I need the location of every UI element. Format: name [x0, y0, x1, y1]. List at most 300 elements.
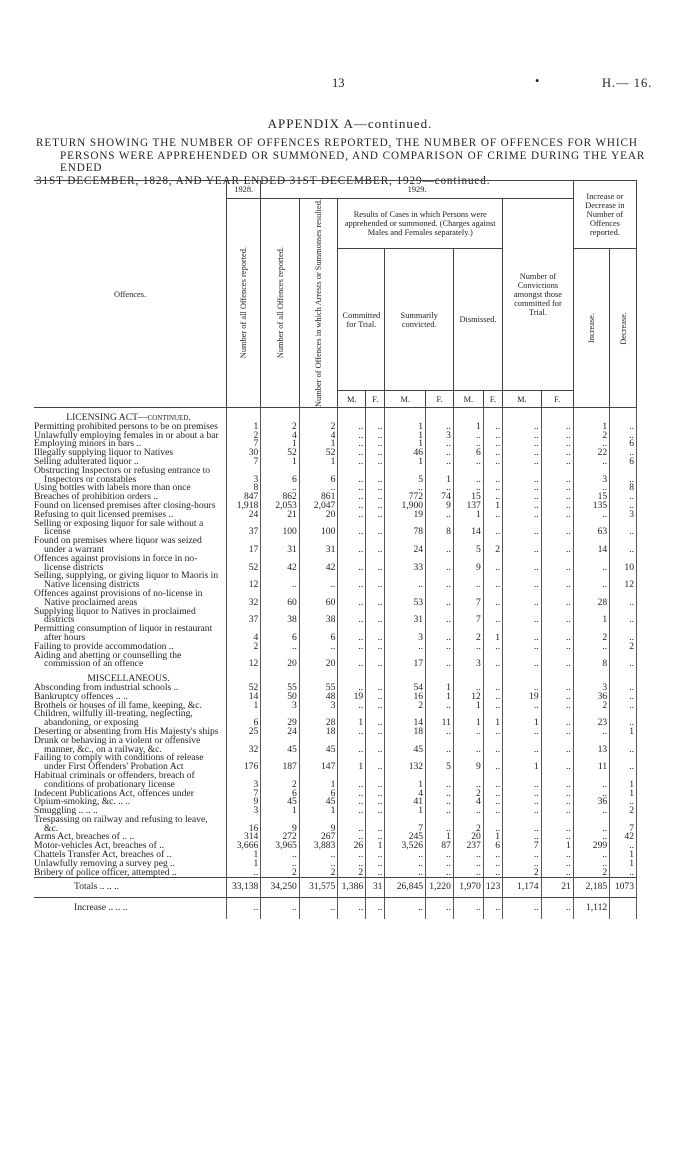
- value-cell: ..: [338, 537, 366, 555]
- committed-m-header: M.: [338, 391, 366, 408]
- value-cell: 9: [453, 555, 483, 573]
- value-cell: 6: [261, 625, 300, 643]
- value-cell: 7: [453, 590, 483, 608]
- value-cell: 14: [453, 520, 483, 538]
- value-cell: ..: [541, 684, 573, 693]
- value-cell: 42: [610, 833, 637, 842]
- value-cell: ..: [483, 693, 502, 702]
- value-cell: ..: [503, 643, 542, 652]
- value-cell: 31: [385, 608, 426, 626]
- value-cell: ..: [366, 608, 385, 626]
- value-cell: 8: [573, 652, 609, 670]
- value-cell: ..: [426, 484, 454, 493]
- value-cell: ..: [483, 643, 502, 652]
- table-row: [34, 772, 637, 790]
- value-cell: ..: [426, 798, 454, 807]
- value-cell: ..: [541, 458, 573, 467]
- value-cell: 30: [227, 449, 261, 458]
- value-cell: ..: [385, 869, 426, 878]
- value-cell: ..: [338, 590, 366, 608]
- value-cell: ..: [453, 860, 483, 869]
- offences-header: Offences.: [34, 181, 227, 408]
- offence-text: Bankruptcy offences .. ..: [34, 690, 128, 702]
- value-cell: 20: [299, 652, 338, 670]
- value-cell: ..: [338, 652, 366, 670]
- value-cell: ..: [261, 484, 300, 493]
- value-cell: ..: [338, 608, 366, 626]
- value-cell: 4: [299, 432, 338, 441]
- value-cell: 2,185: [573, 878, 609, 898]
- value-cell: ..: [453, 772, 483, 790]
- value-cell: ..: [610, 432, 637, 441]
- value-cell: ..: [426, 860, 454, 869]
- value-cell: ..: [503, 807, 542, 816]
- value-cell: 1: [227, 702, 261, 711]
- value-cell: ..: [261, 851, 300, 860]
- value-cell: ..: [426, 807, 454, 816]
- value-cell: ..: [503, 449, 542, 458]
- value-cell: ..: [573, 790, 609, 799]
- value-cell: ..: [541, 728, 573, 737]
- value-cell: 1: [299, 772, 338, 790]
- value-cell: 17: [385, 652, 426, 670]
- value-cell: ..: [366, 511, 385, 520]
- value-cell: 862: [261, 493, 300, 502]
- value-cell: ..: [338, 493, 366, 502]
- value-cell: ..: [366, 449, 385, 458]
- value-cell: 1: [573, 423, 609, 432]
- value-cell: 26,845: [385, 878, 426, 898]
- value-cell: 314: [227, 833, 261, 842]
- value-cell: 3: [453, 652, 483, 670]
- offence-text: Refusing to quit licensed premises ..: [34, 508, 174, 520]
- value-cell: 45: [385, 737, 426, 755]
- value-cell: 1,918: [227, 502, 261, 511]
- value-cell: 52: [227, 555, 261, 573]
- value-cell: ..: [610, 493, 637, 502]
- value-cell: ..: [541, 555, 573, 573]
- value-cell: 20: [299, 511, 338, 520]
- value-cell: 1: [453, 511, 483, 520]
- offence-text: Selling adulterated liquor ..: [34, 456, 139, 468]
- value-cell: ..: [610, 842, 637, 851]
- value-cell: 6: [610, 440, 637, 449]
- value-cell: 123: [483, 878, 502, 898]
- value-cell: 2: [573, 702, 609, 711]
- value-cell: ..: [503, 432, 542, 441]
- value-cell: ..: [503, 484, 542, 493]
- value-cell: 2: [453, 625, 483, 643]
- value-cell: 3: [227, 807, 261, 816]
- value-cell: ..: [426, 898, 454, 919]
- summarily-m-header: M.: [385, 391, 426, 408]
- totals-row: [34, 878, 637, 898]
- value-cell: 60: [261, 590, 300, 608]
- value-cell: ..: [483, 684, 502, 693]
- value-cell: ..: [483, 790, 502, 799]
- value-cell: ..: [573, 833, 609, 842]
- value-cell: ..: [426, 449, 454, 458]
- value-cell: 36: [573, 798, 609, 807]
- offence-text: Selling or exposing liquor for sale without a license: [34, 517, 204, 538]
- value-cell: 17: [227, 537, 261, 555]
- offence-text: Selling, supplying, or giving liquor to Maoris in Native licensing districts: [34, 570, 219, 591]
- value-cell: ..: [503, 590, 542, 608]
- value-cell: ..: [541, 643, 573, 652]
- value-cell: ..: [453, 643, 483, 652]
- value-cell: 1,900: [385, 502, 426, 511]
- value-cell: 147: [299, 754, 338, 772]
- value-cell: ..: [366, 737, 385, 755]
- value-cell: 7: [503, 842, 542, 851]
- value-cell: ..: [338, 807, 366, 816]
- value-cell: ..: [541, 590, 573, 608]
- value-cell: 3: [227, 467, 261, 485]
- value-cell: ..: [541, 511, 573, 520]
- value-cell: 52: [227, 684, 261, 693]
- offence-label: [34, 769, 227, 790]
- value-cell: 6: [453, 449, 483, 458]
- value-cell: ..: [366, 833, 385, 842]
- value-cell: ..: [573, 572, 609, 590]
- value-cell: ..: [503, 608, 542, 626]
- value-cell: ..: [483, 555, 502, 573]
- value-cell: ..: [610, 869, 637, 878]
- offence-text: Arms Act, breaches of .. ..: [34, 831, 135, 843]
- value-cell: 6: [261, 467, 300, 485]
- value-cell: 6: [483, 842, 502, 851]
- value-cell: 1: [426, 833, 454, 842]
- value-cell: ..: [426, 772, 454, 790]
- value-cell: 1: [426, 693, 454, 702]
- value-cell: ..: [366, 423, 385, 432]
- value-cell: ..: [541, 484, 573, 493]
- value-cell: 1: [385, 432, 426, 441]
- value-cell: 2: [299, 423, 338, 432]
- value-cell: ..: [366, 520, 385, 538]
- value-cell: ..: [338, 851, 366, 860]
- return-title-line3: 31ST DECEMBER, 1828, AND YEAR ENDED 31ST DECEMBER, 1929—continued.: [36, 174, 491, 187]
- offence-label: [34, 649, 227, 670]
- value-cell: ..: [385, 643, 426, 652]
- value-cell: ..: [610, 502, 637, 511]
- value-cell: ..: [366, 754, 385, 772]
- value-cell: ..: [541, 608, 573, 626]
- value-cell: ..: [426, 790, 454, 799]
- offence-text: Offences against provisions of no-license in Native proclaimed areas: [34, 587, 203, 608]
- value-cell: 1: [385, 458, 426, 467]
- value-cell: 46: [385, 449, 426, 458]
- offence-text: Brothels or houses of ill fame, keeping, &c.: [34, 699, 202, 711]
- value-cell: 52: [261, 449, 300, 458]
- value-cell: 3: [385, 625, 426, 643]
- value-cell: 37: [227, 520, 261, 538]
- value-cell: ..: [610, 537, 637, 555]
- value-cell: 1: [385, 807, 426, 816]
- value-cell: 3,883: [299, 842, 338, 851]
- value-cell: 7: [610, 816, 637, 834]
- value-cell: 13: [573, 737, 609, 755]
- value-cell: ..: [426, 737, 454, 755]
- offence-text: Offences against provisions in force in no-license districts: [34, 552, 198, 573]
- value-cell: ..: [503, 502, 542, 511]
- value-cell: 5: [385, 467, 426, 485]
- value-cell: 7: [227, 790, 261, 799]
- value-cell: ..: [573, 728, 609, 737]
- value-cell: 12: [227, 652, 261, 670]
- value-cell: ..: [573, 458, 609, 467]
- value-cell: ..: [453, 440, 483, 449]
- value-cell: 7: [227, 440, 261, 449]
- value-cell: ..: [503, 860, 542, 869]
- value-cell: 8: [610, 484, 637, 493]
- table-row: [34, 652, 637, 670]
- value-cell: ..: [610, 798, 637, 807]
- value-cell: 9: [299, 816, 338, 834]
- value-cell: ..: [366, 555, 385, 573]
- value-cell: ..: [426, 851, 454, 860]
- table-row: [34, 869, 637, 878]
- value-cell: 78: [385, 520, 426, 538]
- value-cell: ..: [338, 728, 366, 737]
- value-cell: 3,965: [261, 842, 300, 851]
- value-cell: ..: [610, 608, 637, 626]
- value-cell: ..: [503, 652, 542, 670]
- offence-text: Increase .. .. ..: [74, 902, 128, 914]
- value-cell: ..: [503, 537, 542, 555]
- value-cell: ..: [385, 484, 426, 493]
- value-cell: ..: [299, 898, 338, 919]
- value-cell: ..: [483, 432, 502, 441]
- value-cell: ..: [338, 555, 366, 573]
- value-cell: ..: [338, 833, 366, 842]
- value-cell: 33: [385, 555, 426, 573]
- value-cell: ..: [338, 684, 366, 693]
- empty-cell: [366, 408, 385, 423]
- value-cell: ..: [541, 710, 573, 728]
- value-cell: ..: [366, 684, 385, 693]
- value-cell: 11: [573, 754, 609, 772]
- value-cell: ..: [541, 432, 573, 441]
- value-cell: ..: [299, 851, 338, 860]
- value-cell: 100: [261, 520, 300, 538]
- incdec-header: Increase or Decrease in Number of Offences reported.: [573, 181, 636, 249]
- value-cell: ..: [366, 458, 385, 467]
- value-cell: ..: [483, 467, 502, 485]
- value-cell: ..: [483, 449, 502, 458]
- reported-1929-header: Number of all Offences reported.: [261, 199, 300, 408]
- value-cell: ..: [483, 860, 502, 869]
- value-cell: 6: [610, 458, 637, 467]
- value-cell: ..: [426, 537, 454, 555]
- value-cell: 1: [453, 702, 483, 711]
- value-cell: 1: [610, 728, 637, 737]
- value-cell: ..: [503, 555, 542, 573]
- section-heading: LICENSING ACT—continued.: [34, 408, 227, 423]
- value-cell: ..: [338, 790, 366, 799]
- value-cell: ..: [366, 590, 385, 608]
- value-cell: 2: [610, 643, 637, 652]
- value-cell: ..: [426, 652, 454, 670]
- offence-text: Permitting prohibited persons to be on premises: [34, 420, 218, 432]
- offence-text: Drunk or behaving in a violent or offensive manner, &c., on a railway, &c.: [34, 734, 201, 755]
- value-cell: ..: [366, 652, 385, 670]
- offence-text: Totals .. .. ..: [74, 881, 119, 893]
- value-cell: ..: [366, 643, 385, 652]
- value-cell: ..: [503, 702, 542, 711]
- dismissed-f-header: F.: [483, 391, 502, 408]
- increase-row: [34, 898, 637, 919]
- value-cell: 1: [426, 684, 454, 693]
- value-cell: 187: [261, 754, 300, 772]
- value-cell: ..: [338, 484, 366, 493]
- value-cell: ..: [338, 449, 366, 458]
- value-cell: ..: [426, 572, 454, 590]
- value-cell: ..: [610, 625, 637, 643]
- value-cell: ..: [453, 898, 483, 919]
- value-cell: ..: [227, 898, 261, 919]
- return-title-line1: RETURN SHOWING THE NUMBER OF OFFENCES REPORTED, THE NUMBER OF OFFENCES FOR WHICH: [36, 137, 638, 149]
- year-1928-header: 1928.: [227, 181, 261, 199]
- value-cell: 1: [385, 772, 426, 790]
- value-cell: 25: [227, 728, 261, 737]
- value-cell: ..: [385, 860, 426, 869]
- value-cell: ..: [453, 728, 483, 737]
- offence-text: Chattels Transfer Act, breaches of ..: [34, 849, 172, 861]
- value-cell: 45: [261, 737, 300, 755]
- value-cell: ..: [610, 702, 637, 711]
- value-cell: 1: [338, 754, 366, 772]
- summarily-header: Summarily convicted.: [385, 249, 453, 391]
- value-cell: 272: [261, 833, 300, 842]
- page-number: 13: [332, 76, 345, 90]
- document-reference: H.— 16.: [602, 76, 653, 90]
- value-cell: 4: [453, 798, 483, 807]
- value-cell: ..: [261, 898, 300, 919]
- value-cell: 1: [610, 790, 637, 799]
- value-cell: ..: [541, 449, 573, 458]
- offence-text: Trespassing on railway and refusing to leave, &c.: [34, 813, 208, 834]
- all-reported-1928-header: Number of all Offences reported.: [227, 199, 261, 408]
- offence-text: Employing minors in bars ..: [34, 438, 142, 450]
- value-cell: ..: [483, 737, 502, 755]
- offences-table: [34, 180, 637, 919]
- offence-label: [34, 866, 227, 878]
- value-cell: ..: [541, 816, 573, 834]
- value-cell: ..: [426, 625, 454, 643]
- value-cell: 1: [610, 851, 637, 860]
- value-cell: 2: [261, 772, 300, 790]
- dismissed-m-header: M.: [453, 391, 483, 408]
- value-cell: 2: [503, 869, 542, 878]
- value-cell: 1: [385, 423, 426, 432]
- convictions-m-header: M.: [503, 391, 542, 408]
- value-cell: 2,047: [299, 502, 338, 511]
- value-cell: ..: [338, 643, 366, 652]
- return-title-line2: PERSONS WERE APPREHENDED OR SUMMONED, AND COMPARISON OF CRIME DURING THE YEAR ENDED: [60, 149, 646, 174]
- value-cell: 12: [453, 693, 483, 702]
- value-cell: ..: [338, 572, 366, 590]
- value-cell: ..: [483, 511, 502, 520]
- value-cell: 31: [366, 878, 385, 898]
- value-cell: ..: [426, 423, 454, 432]
- offence-text: Obstructing Inspectors or refusing entrance to Inspectors or constables: [34, 464, 211, 485]
- value-cell: ..: [453, 807, 483, 816]
- value-cell: ..: [338, 423, 366, 432]
- value-cell: ..: [426, 816, 454, 834]
- value-cell: ..: [453, 432, 483, 441]
- value-cell: ..: [483, 898, 502, 919]
- value-cell: ..: [503, 511, 542, 520]
- value-cell: ..: [261, 643, 300, 652]
- offence-text: Absconding from industrial schools ..: [34, 681, 179, 693]
- value-cell: 299: [573, 842, 609, 851]
- value-cell: ..: [503, 851, 542, 860]
- page-header: [0, 76, 700, 96]
- value-cell: ..: [453, 684, 483, 693]
- value-cell: ..: [483, 572, 502, 590]
- dismissed-header: Dismissed.: [453, 249, 502, 391]
- value-cell: ..: [541, 493, 573, 502]
- value-cell: 15: [573, 493, 609, 502]
- offence-text: Found on licensed premises after closing-hours: [34, 500, 216, 511]
- value-cell: 7: [385, 816, 426, 834]
- value-cell: ..: [338, 432, 366, 441]
- value-cell: 33,138: [227, 878, 261, 898]
- value-cell: ..: [541, 702, 573, 711]
- value-cell: ..: [453, 572, 483, 590]
- value-cell: ..: [426, 511, 454, 520]
- value-cell: 5: [426, 754, 454, 772]
- value-cell: ..: [573, 772, 609, 790]
- value-cell: ..: [541, 807, 573, 816]
- value-cell: 16: [385, 693, 426, 702]
- value-cell: ..: [483, 816, 502, 834]
- value-cell: ..: [483, 772, 502, 790]
- value-cell: ..: [503, 572, 542, 590]
- value-cell: ..: [227, 869, 261, 878]
- value-cell: 14: [385, 710, 426, 728]
- value-cell: ..: [503, 467, 542, 485]
- value-cell: ..: [503, 493, 542, 502]
- value-cell: ..: [338, 440, 366, 449]
- value-cell: ..: [366, 432, 385, 441]
- value-cell: ..: [610, 449, 637, 458]
- value-cell: 12: [610, 572, 637, 590]
- value-cell: 38: [299, 608, 338, 626]
- value-cell: 132: [385, 754, 426, 772]
- value-cell: ..: [541, 652, 573, 670]
- value-cell: 245: [385, 833, 426, 842]
- value-cell: 1: [426, 467, 454, 485]
- value-cell: 24: [261, 728, 300, 737]
- value-cell: 135: [573, 502, 609, 511]
- value-cell: ..: [503, 798, 542, 807]
- value-cell: ..: [503, 816, 542, 834]
- value-cell: 861: [299, 493, 338, 502]
- value-cell: 4: [385, 790, 426, 799]
- value-cell: ..: [573, 440, 609, 449]
- appendix-title: APPENDIX A—continued.: [267, 116, 433, 131]
- value-cell: 9: [261, 816, 300, 834]
- value-cell: 4: [227, 625, 261, 643]
- value-cell: ..: [503, 728, 542, 737]
- value-cell: ..: [610, 652, 637, 670]
- value-cell: ..: [573, 860, 609, 869]
- value-cell: ..: [573, 484, 609, 493]
- value-cell: 19: [503, 693, 542, 702]
- offence-text: Opium-smoking, &c. .. ..: [34, 796, 131, 808]
